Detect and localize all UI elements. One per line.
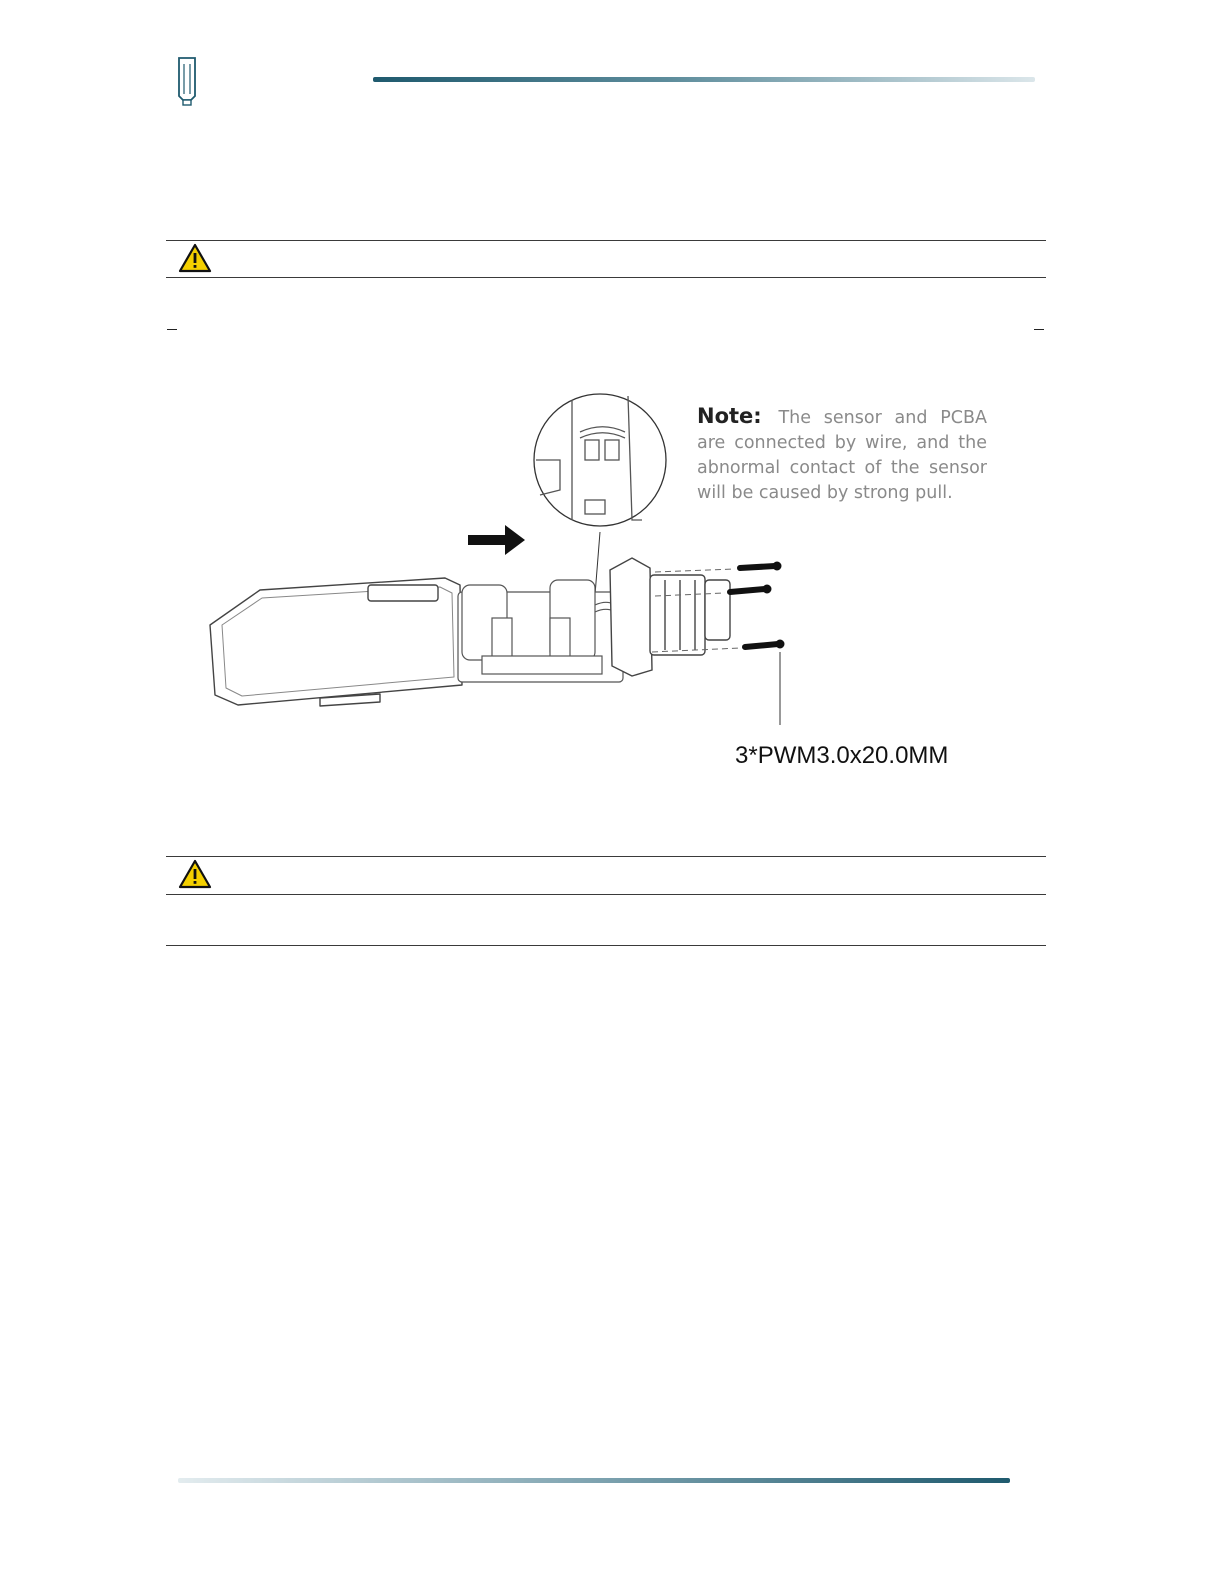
internal-module xyxy=(458,580,630,682)
screw-spec-label: 3*PWM3.0x20.0MM xyxy=(735,742,949,769)
note-text: The sensor and PCBA are connected by wire, and the abnormal contact of the sensor will be caused by strong pull. xyxy=(697,408,987,503)
figure-note xyxy=(697,404,987,506)
zoom-detail xyxy=(534,394,666,526)
sensor-device-icon xyxy=(176,56,198,108)
footer-accent-bar xyxy=(178,1478,1010,1483)
divider xyxy=(166,277,1046,278)
warning-triangle-icon xyxy=(178,243,212,273)
divider xyxy=(166,945,1046,946)
header-accent-bar xyxy=(373,77,1035,82)
direction-arrow-icon xyxy=(468,525,525,555)
screw-set xyxy=(730,562,784,648)
section-mark xyxy=(1034,329,1044,330)
note-label: Note: xyxy=(697,404,762,428)
warning-triangle-icon xyxy=(178,859,212,889)
divider xyxy=(166,240,1046,241)
end-cap xyxy=(610,558,730,676)
device-housing xyxy=(210,578,462,706)
divider xyxy=(166,856,1046,857)
divider xyxy=(166,894,1046,895)
section-mark xyxy=(167,329,177,330)
